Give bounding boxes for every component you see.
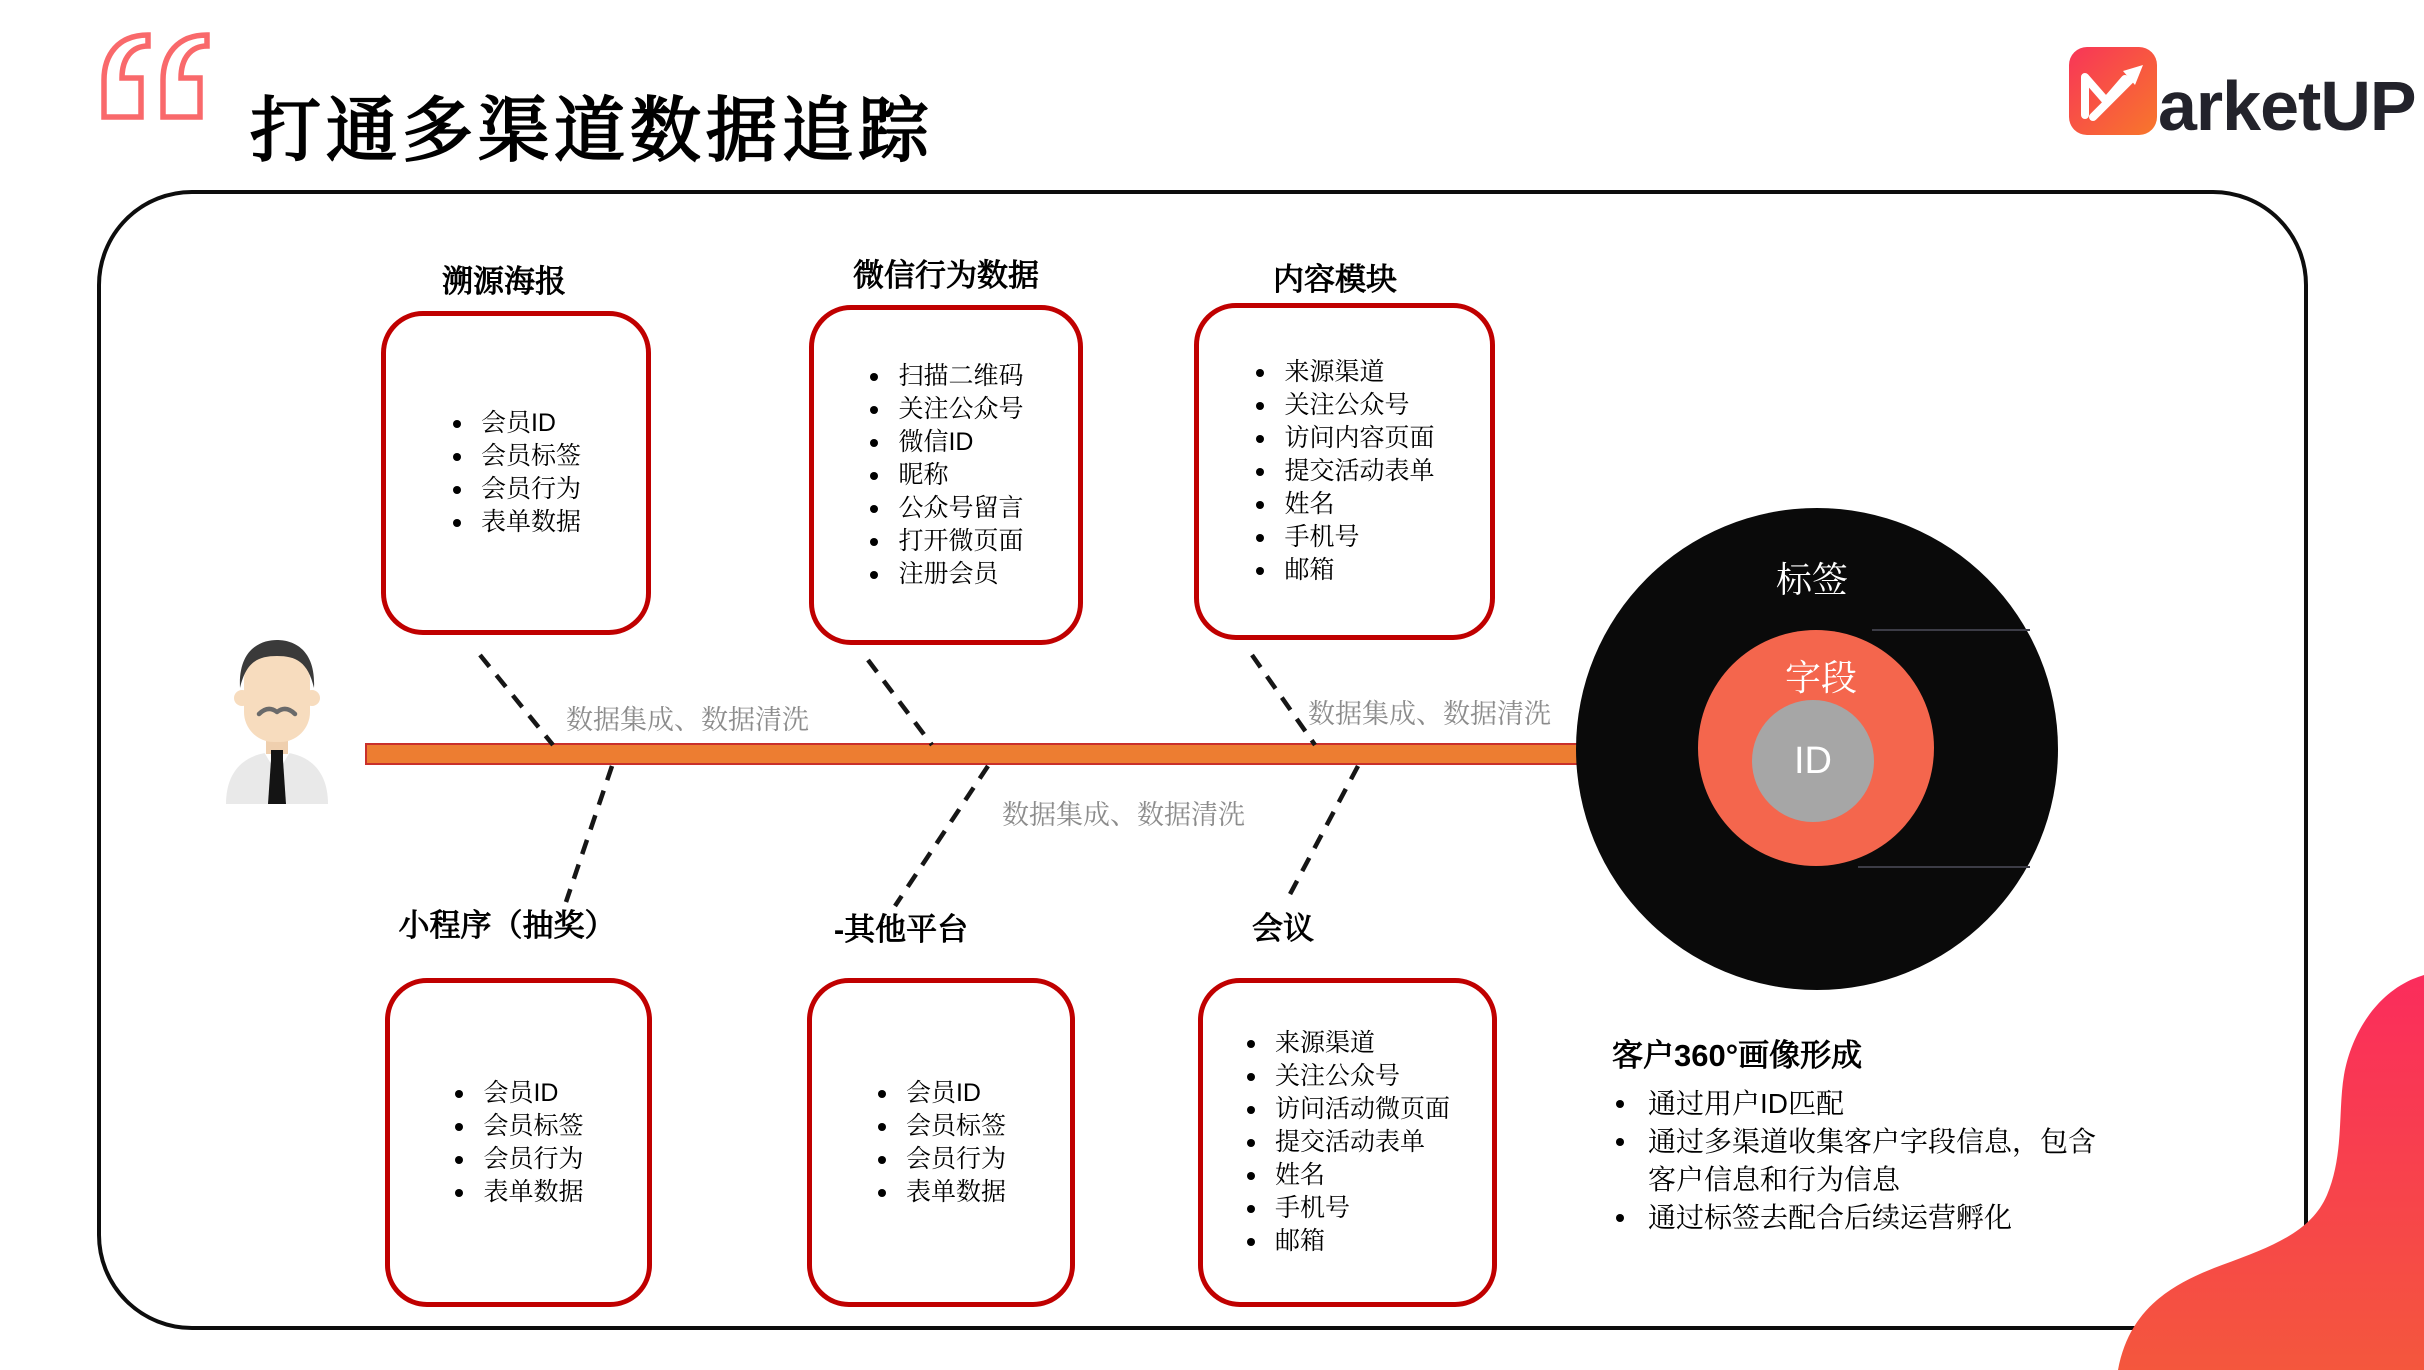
databox-meeting-list bbox=[1245, 1027, 1450, 1258]
list-item: 姓名 bbox=[1245, 1159, 1450, 1192]
list-item: 手机号 bbox=[1254, 521, 1434, 554]
summary-item: 通过多渠道收集客户字段信息，包含客户信息和行为信息 bbox=[1612, 1123, 2104, 1199]
person-icon bbox=[222, 634, 332, 804]
list-item: 提交活动表单 bbox=[1245, 1126, 1450, 1159]
list-item: 姓名 bbox=[1254, 488, 1434, 521]
list-item: 关注公众号 bbox=[1245, 1060, 1450, 1093]
list-item: 邮箱 bbox=[1254, 554, 1434, 587]
databox-miniprogram-list bbox=[453, 1077, 583, 1209]
list-item: 邮箱 bbox=[1245, 1225, 1450, 1258]
timeline-bar bbox=[365, 743, 1577, 765]
field-circle-label: 字段 bbox=[1784, 657, 1858, 698]
databox-suyuan bbox=[381, 311, 651, 635]
box-title-meeting: 会议 bbox=[1252, 911, 1314, 946]
databox-miniprogram bbox=[385, 978, 652, 1307]
list-item: 会员标签 bbox=[451, 440, 581, 473]
list-item: 表单数据 bbox=[451, 506, 581, 539]
list-item: 昵称 bbox=[868, 459, 1023, 492]
databox-content bbox=[1194, 303, 1495, 640]
databox-content-list bbox=[1254, 356, 1434, 587]
list-item: 会员ID bbox=[451, 407, 581, 440]
box-title-suyuan: 溯源海报 bbox=[442, 264, 566, 299]
list-item: 公众号留言 bbox=[868, 492, 1023, 525]
list-item: 表单数据 bbox=[453, 1176, 583, 1209]
databox-otherplatform bbox=[807, 978, 1075, 1307]
list-item: 关注公众号 bbox=[868, 393, 1023, 426]
list-item: 关注公众号 bbox=[1254, 389, 1434, 422]
summary-title: 客户360°画像形成 bbox=[1612, 1038, 1863, 1073]
list-item: 来源渠道 bbox=[1254, 356, 1434, 389]
list-item: 会员标签 bbox=[453, 1110, 583, 1143]
box-title-wechat: 微信行为数据 bbox=[853, 258, 1039, 293]
summary-item: 通过标签去配合后续运营孵化 bbox=[1612, 1199, 2104, 1237]
databox-wechat-list bbox=[868, 360, 1023, 591]
list-item: 微信ID bbox=[868, 426, 1023, 459]
list-item: 手机号 bbox=[1245, 1192, 1450, 1225]
list-item: 注册会员 bbox=[868, 558, 1023, 591]
list-item: 表单数据 bbox=[876, 1176, 1006, 1209]
list-item: 访问内容页面 bbox=[1254, 422, 1434, 455]
box-title-otherplatform: -其他平台 bbox=[833, 912, 969, 947]
box-title-content: 内容模块 bbox=[1273, 262, 1397, 297]
flow-label-left: 数据集成、数据清洗 bbox=[566, 705, 809, 735]
list-item: 会员ID bbox=[453, 1077, 583, 1110]
marketup-logo-icon bbox=[2069, 47, 2157, 135]
list-item: 会员行为 bbox=[453, 1143, 583, 1176]
list-item: 会员行为 bbox=[876, 1143, 1006, 1176]
tag-circle-label: 标签 bbox=[1775, 559, 1849, 600]
summary-block bbox=[1612, 1030, 2104, 1237]
list-item: 来源渠道 bbox=[1245, 1027, 1450, 1060]
list-item: 会员ID bbox=[876, 1077, 1006, 1110]
list-item: 会员行为 bbox=[451, 473, 581, 506]
summary-list bbox=[1612, 1085, 2104, 1237]
marketup-logo-text: arketUP bbox=[2158, 67, 2416, 145]
list-item: 打开微页面 bbox=[868, 525, 1023, 558]
id-circle bbox=[1752, 700, 1874, 822]
summary-item: 通过用户ID匹配 bbox=[1612, 1085, 2104, 1123]
list-item: 提交活动表单 bbox=[1254, 455, 1434, 488]
page-title: 打通多渠道数据追踪 bbox=[250, 92, 935, 171]
list-item: 访问活动微页面 bbox=[1245, 1093, 1450, 1126]
flow-label-bottom: 数据集成、数据清洗 bbox=[1002, 800, 1245, 830]
databox-meeting bbox=[1198, 978, 1497, 1307]
flow-label-right: 数据集成、数据清洗 bbox=[1308, 699, 1551, 729]
quote-icon bbox=[96, 30, 216, 122]
id-circle-label: ID bbox=[1794, 739, 1832, 782]
databox-suyuan-list bbox=[451, 407, 581, 539]
databox-otherplatform-list bbox=[876, 1077, 1006, 1209]
list-item: 扫描二维码 bbox=[868, 360, 1023, 393]
list-item: 会员标签 bbox=[876, 1110, 1006, 1143]
databox-wechat bbox=[809, 305, 1083, 645]
box-title-miniprogram: 小程序（抽奖） bbox=[398, 908, 616, 943]
